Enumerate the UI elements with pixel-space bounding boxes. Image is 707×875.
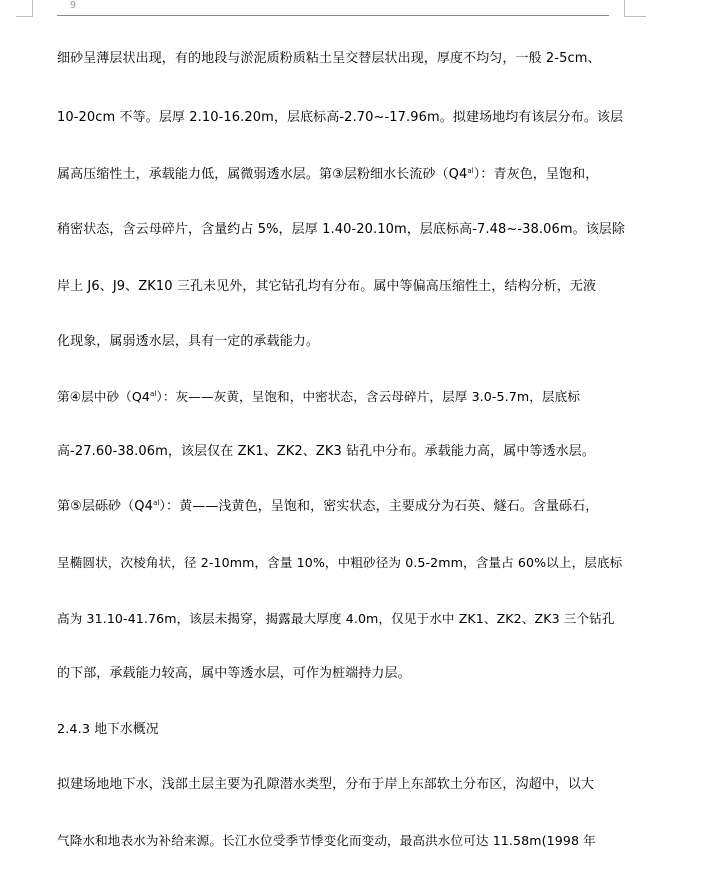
line-text: ）：黄——浅黄色，呈饱和，密实状态，主要成分为石英、燧石。含量砾石， [159, 499, 599, 514]
superscript: al [149, 390, 157, 398]
superscript: al [467, 167, 474, 175]
body-line: 10-20cm 不等。层厚 2.10-16.20m，层底标高-2.70~-17.96m。拟建场地均有该层分布。该层 [57, 110, 624, 125]
body-line [57, 495, 598, 519]
superscript: al [152, 499, 160, 507]
body-line: 气降水和地表水为补给来源。长江水位受季节悸变化而变动，最高洪水位可达 11.58m(1998 年 [57, 833, 596, 848]
body-line [57, 385, 580, 409]
body-line: 拟建场地地下水，浅部土层主要为孔隙潜水类型，分布于岸上东部软土分布区，沟超中，以大 [57, 777, 595, 792]
body-line: 高为 31.10-41.76m，该层未揭穿，揭露最大厚度 4.0m，仅见于水中 ZK1、ZK2、ZK3 三个钻孔 [57, 611, 615, 626]
line-text: ）：灰——灰黄，呈饱和，中密状态，含云母碎片，层厚 3.0-5.7m，层底标 [156, 389, 581, 404]
margin-corner-mark [16, 16, 33, 17]
body-line: 的下部，承载能力较高，属中等透水层，可作为桩端持力层。 [57, 666, 411, 681]
body-line: 呈椭圆状，次棱角状，径 2-10mm，含量 10%，中粗砂径为 0.5-2mm，含量占 60%以上，层底标 [57, 555, 623, 570]
line-text: ）：青灰色，呈饱和， [473, 167, 599, 182]
body-line: 稍密状态，含云母碎片，含量约占 5%，层厚 1.40-20.10m，层底标高-7.48~-38.06m。该层除 [57, 222, 626, 237]
body-line [57, 163, 598, 187]
margin-corner-mark [624, 16, 646, 17]
header-rule [57, 15, 609, 16]
margin-corner-mark [624, 0, 625, 16]
line-text: 第④层中砂（Q4 [57, 389, 150, 404]
line-text: 第⑤层砾砂（Q4 [57, 499, 153, 514]
margin-corner-mark [32, 0, 33, 16]
section-heading: 2.4.3 地下水概况 [57, 722, 159, 737]
line-text: 属高压缩性土，承载能力低，属微弱透水层。第③层粉细水长流砂（Q4 [57, 167, 468, 182]
body-line: 高-27.60-38.06m，该层仅在 ZK1、ZK2、ZK3 钻孔中分布。承载能力高，属中等透水层。 [57, 444, 595, 459]
body-line: 化现象，属弱透水层，具有一定的承载能力。 [57, 334, 320, 349]
body-line: 细砂呈薄层状出现，有的地段与淤泥质粉质粘土呈交替层状出现，厚度不均匀，一般 2-5cm、 [57, 51, 601, 66]
page-number: 9 [70, 0, 77, 11]
body-line: 岸上 J6、J9、ZK10 三孔未见外，其它钻孔均有分布。属中等偏高压缩性土，结构分析，无液 [57, 279, 597, 294]
